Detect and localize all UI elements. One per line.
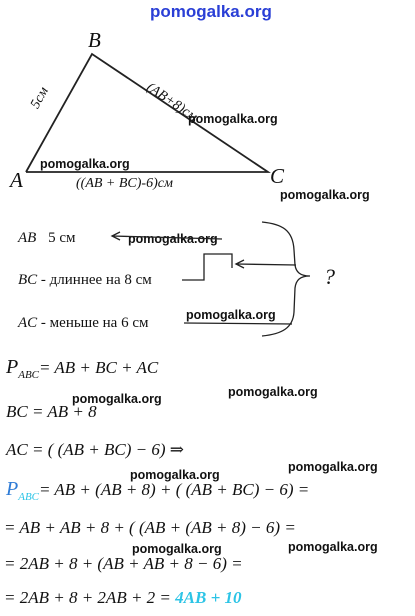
formula-line-6: = 2AB + 8 + (AB + AB + 8 − 6) =	[4, 554, 243, 573]
side-ab-label: 5см	[28, 84, 52, 112]
arrow-to-ab	[112, 236, 222, 239]
formula-line-2: BC = AB + 8	[6, 402, 97, 421]
perimeter-subscript: ABC	[18, 369, 39, 381]
perimeter-subscript: ABC	[18, 491, 39, 503]
formula-line-7	[4, 588, 242, 608]
perimeter-symbol: P	[6, 356, 19, 378]
condition-arrows	[0, 220, 415, 340]
formula-line-5: = AB + AB + 8 + ( (AB + (AB + 8) − 6) =	[4, 518, 296, 537]
formula-line-1-rhs: = AB + BC + AC	[39, 358, 159, 377]
watermark: pomogalka.org	[188, 112, 278, 126]
condition-ab-value: 5 см	[48, 230, 76, 246]
ac-connector	[184, 323, 292, 324]
side-bc-label: (AB+8)см	[143, 80, 201, 125]
final-answer: 4AB + 10	[175, 588, 242, 607]
formula-line-4-rhs: = AB + (AB + 8) + ( (AB + BC) − 6) =	[39, 480, 310, 499]
watermark: pomogalka.org	[186, 308, 276, 322]
vertex-c-label: C	[270, 164, 285, 188]
arrow-to-bc	[236, 264, 296, 265]
watermark: pomogalka.org	[132, 542, 222, 556]
site-header[interactable]: pomogalka.org	[150, 2, 272, 21]
condition-bc-text: - длиннее на 8 см	[40, 272, 152, 288]
brace	[262, 222, 310, 336]
bc-connector	[182, 254, 232, 280]
watermark: pomogalka.org	[228, 385, 318, 399]
question-mark: ?	[324, 264, 335, 289]
condition-ac-name: AC	[18, 315, 38, 331]
watermark: pomogalka.org	[288, 540, 378, 554]
watermark: pomogalka.org	[280, 188, 370, 202]
condition-bc-name: BC	[18, 272, 38, 288]
vertex-b-label: B	[88, 28, 101, 52]
watermark: pomogalka.org	[128, 232, 218, 246]
watermark: pomogalka.org	[40, 157, 130, 171]
watermark: pomogalka.org	[72, 392, 162, 406]
watermark: pomogalka.org	[130, 468, 220, 482]
watermark: pomogalka.org	[288, 460, 378, 474]
vertex-a-label: A	[10, 168, 23, 192]
formula-line-4	[6, 478, 309, 503]
formula-line-7-main: = 2AB + 8 + 2AB + 2 =	[4, 588, 171, 607]
formula-line-3: AC = ( (AB + BC) − 6) ⇒	[6, 440, 185, 459]
condition-ab-name: AB	[18, 230, 37, 246]
side-ac-label: ((AB + BC)-6)см	[76, 176, 173, 191]
condition-ac-text: - меньше на 6 см	[40, 315, 149, 331]
perimeter-symbol: P	[6, 478, 19, 500]
formula-line-1	[6, 356, 158, 381]
